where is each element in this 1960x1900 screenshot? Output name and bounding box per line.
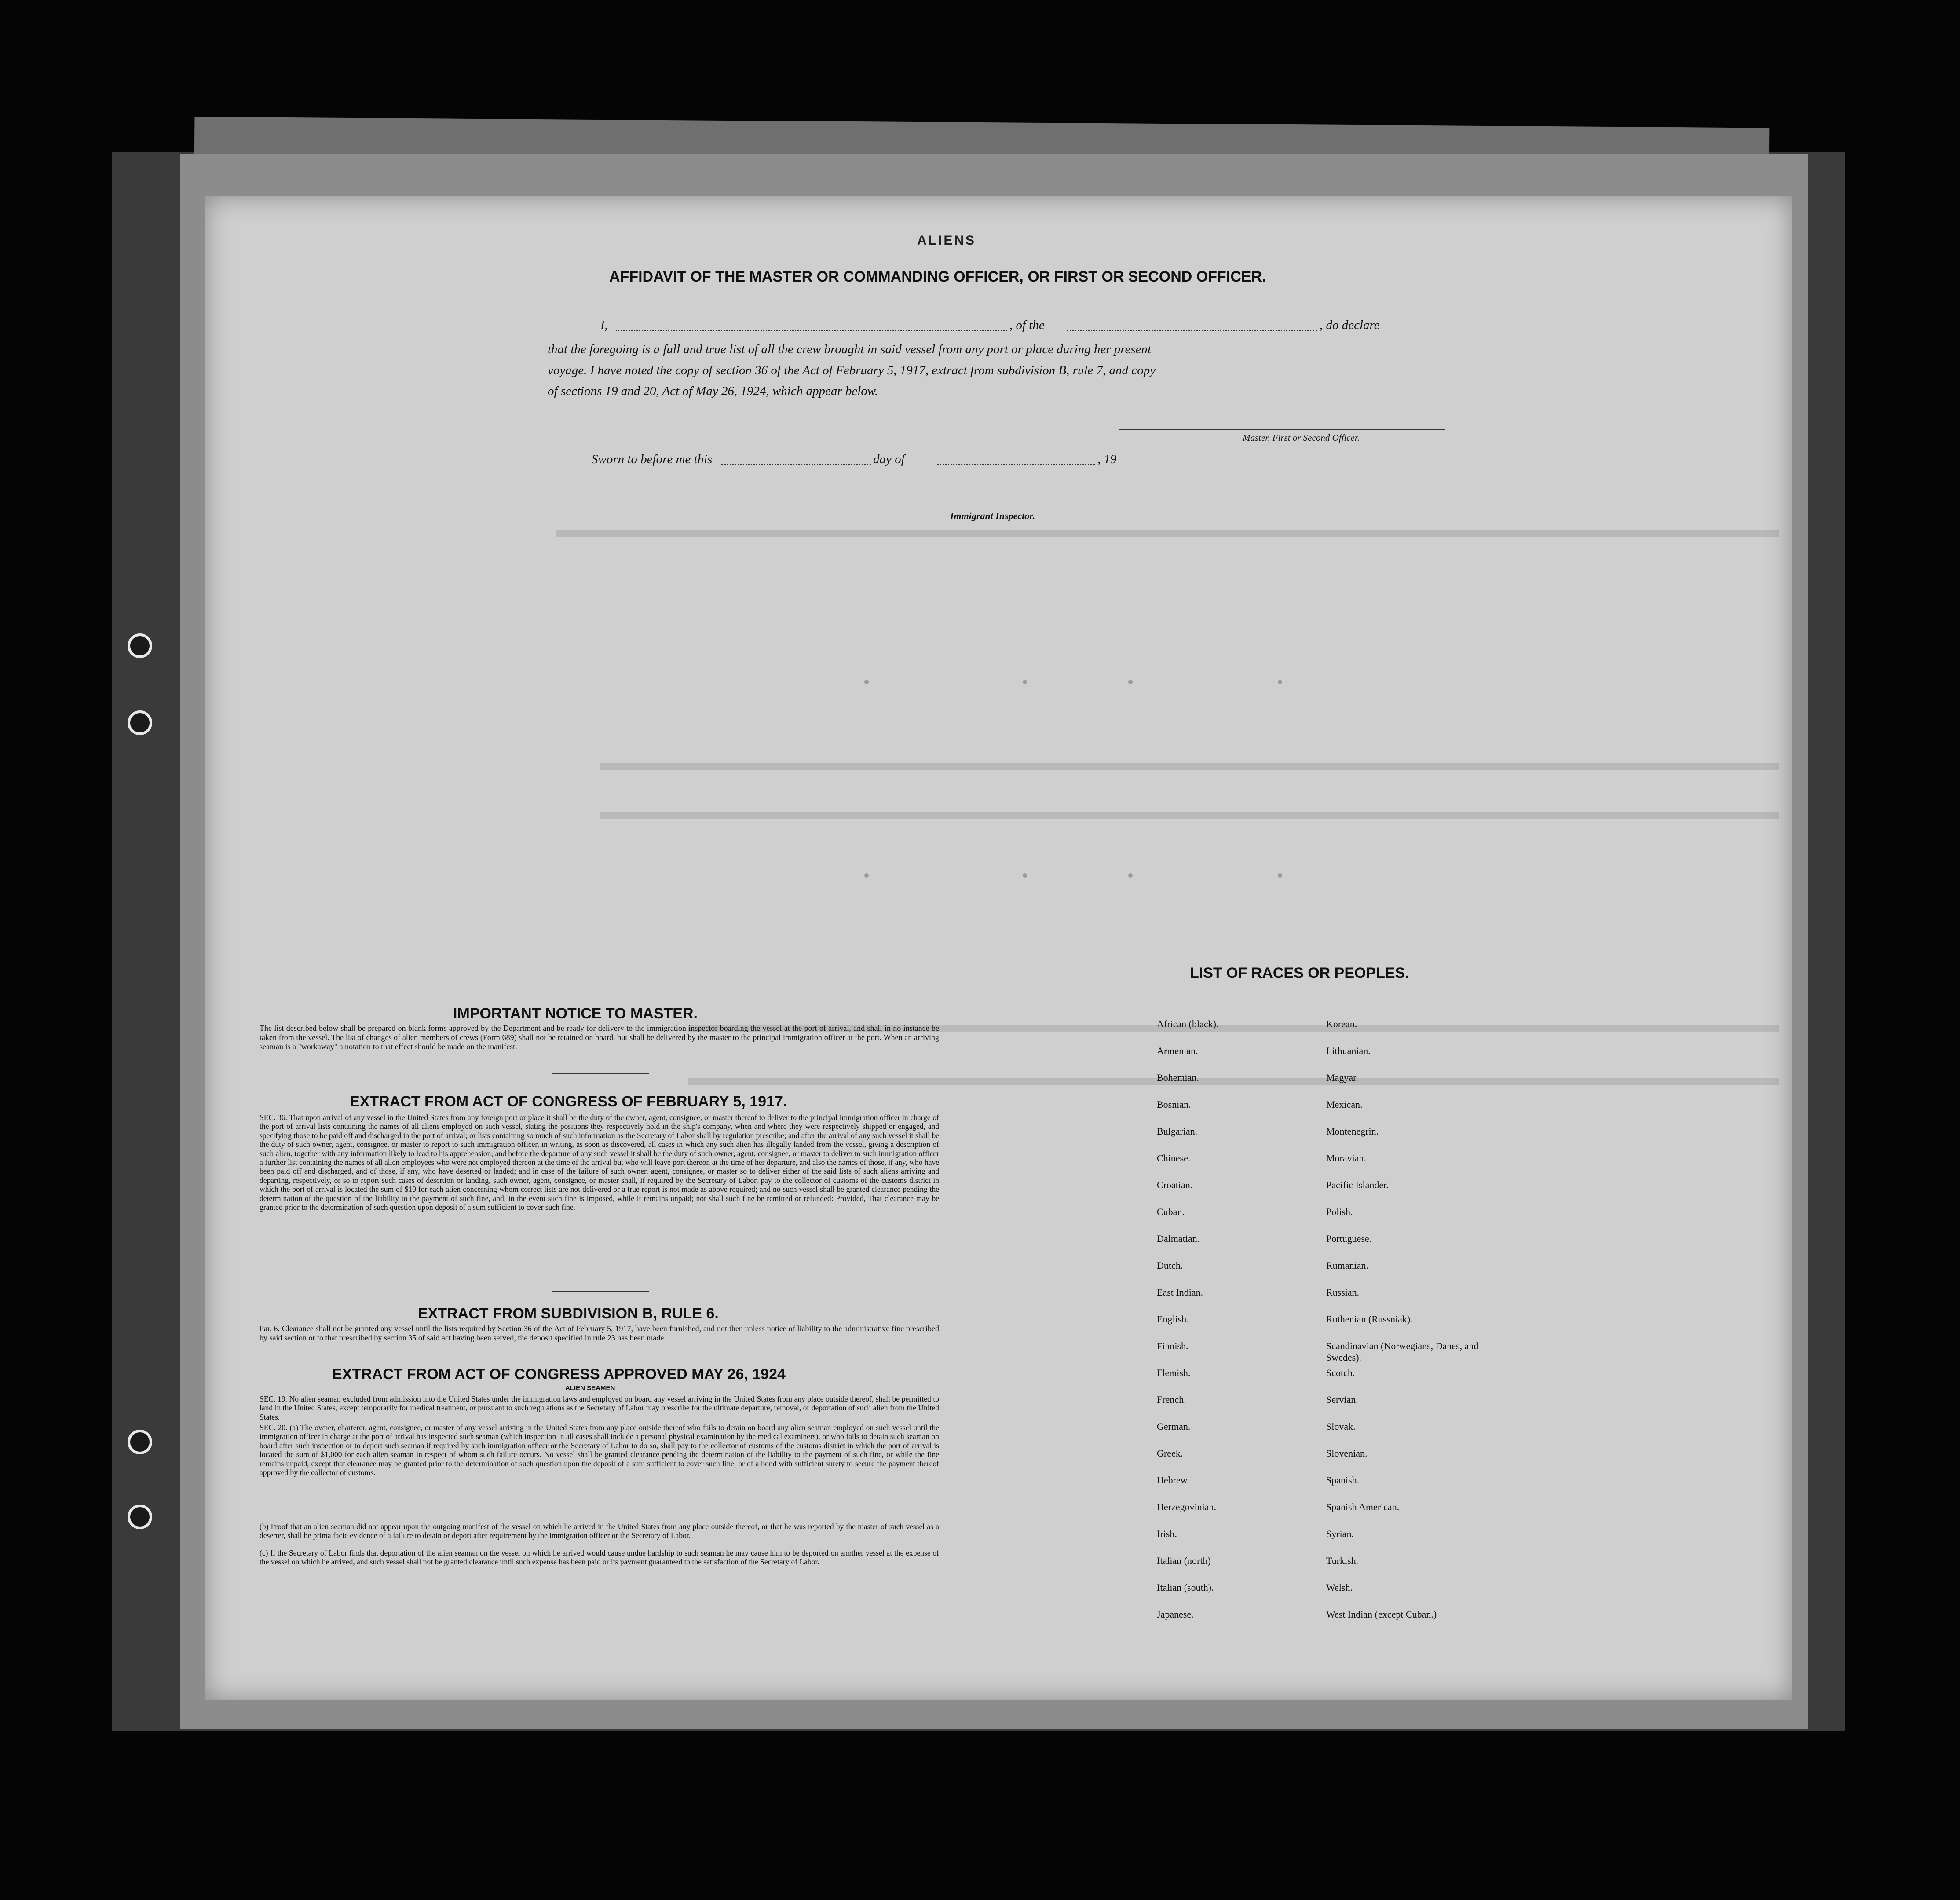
extract-1924-sec20a: SEC. 20. (a) The owner, charterer, agent, consignee, or master of any vessel arriving in the United States from any place outside thereof who fails to detain on board any alien seaman employed on such vessel until the immigration officer in charge at the port of arrival has inspected such seaman (which inspection in all cases shall include a personal physical examination by the medical examiners), or who fails to detain such seaman on board after such inspection or to deport such seaman if required by such immigration officer or the Secretary of Labor to do so, shall pay to the collector of customs of the customs district in which the port of arrival is located the sum of $1,000 for each alien seaman in respect of whom such failure occurs. No vessel shall be granted clearance pending the determination of the liability to the payment of such fine, or while the fine remains unpaid, except that clearance may be granted prior to the determination of such question upon the deposit of a sum sufficient to cover such fine, or of a bond with sufficient surety to secure the payment thereof approved by the collector of customs. bbox=[260, 1423, 939, 1477]
race-entry: Spanish. bbox=[1326, 1475, 1360, 1486]
race-entry: Chinese. bbox=[1157, 1153, 1191, 1164]
race-entry: Finnish. bbox=[1157, 1340, 1188, 1351]
race-entry: Montenegrin. bbox=[1326, 1126, 1379, 1137]
signature-label: Master, First or Second Officer. bbox=[1243, 432, 1360, 443]
race-entry: Greek. bbox=[1157, 1448, 1183, 1459]
bleed-through-mark bbox=[1128, 680, 1133, 684]
master-name-blank bbox=[616, 330, 1007, 331]
extract-rule6-body: Par. 6. Clearance shall not be granted any vessel until the lists required by Section 36 of the Act of February 5, 1917, have been furnished, and not then unless notice of liability to the administrative fine prescribed by said section or to that prescribed by section 35 of said act having been served, the deposit specified in rule 23 has been made. bbox=[260, 1324, 939, 1342]
aliens-stamp: ALIENS bbox=[917, 233, 976, 248]
race-entry: French. bbox=[1157, 1394, 1186, 1405]
binder-hole-left bbox=[128, 1505, 152, 1529]
race-entry: Japanese. bbox=[1157, 1609, 1194, 1620]
race-entry: West Indian (except Cuban.) bbox=[1326, 1609, 1437, 1620]
race-entry: Portuguese. bbox=[1326, 1233, 1372, 1244]
race-entry: Turkish. bbox=[1326, 1555, 1359, 1566]
race-entry: Italian (south). bbox=[1157, 1582, 1214, 1593]
race-entry: Irish. bbox=[1157, 1528, 1177, 1539]
extract-1917-body: SEC. 36. That upon arrival of any vessel in the United States from any foreign port or place it shall be the duty of the owner, agent, consignee, or master thereof to deliver to the principal immigration officer in charge of the port of arrival lists containing the names of all aliens employed on such vessel, stating the positions they respectively hold in the ship's company, when and where they were respectively shipped or engaged, and specifying those to be paid off and discharged in the port of arrival; or lists containing so much of such information as the Secretary of Labor shall by regulation prescribe; and after the arrival of any such vessel it shall be the duty of such owner, agent, consignee, or master to report to such immigration officer, in writing, as soon as discovered, all cases in which any such alien has illegally landed from the vessel, giving a description of such alien, together with any information likely to lead to his apprehension; and before the departure of any such vessel it shall be the duty of such owner, agent, consignee, or master to deliver to such immigration officer a further list containing the names of all alien employees who were not employed thereon at the time of the arrival but who will leave port thereon at the time of her departure, and also the names of those, if any, who have been paid off and discharged, and of those, if any, who have deserted or landed; and in case of the failure of such owner, agent, consignee, or master so to deliver either of the said lists of such aliens arriving and departing, respectively, or so to report such cases of desertion or landing, such owner, agent, consignee, or master shall, if required by the Secretary of Labor, pay to the collector of customs of the customs district in which the port of arrival is located the sum of $10 for each alien concerning whom correct lists are not delivered or a true report is not made as above required; and no such vessel shall be granted clearance pending the determination of the question of the liability to the payment of such fine, and, in the event such fine is imposed, while it remains unpaid; nor shall such fine be remitted or refunded: Provided, That clearance may be granted prior to the determination of such question upon deposit of a sum sufficient to cover such fine. bbox=[260, 1113, 939, 1212]
race-entry: Korean. bbox=[1326, 1018, 1357, 1029]
race-entry: Croatian. bbox=[1157, 1179, 1193, 1190]
race-entry: Moravian. bbox=[1326, 1153, 1367, 1164]
inspector-label: Immigrant Inspector. bbox=[950, 510, 1035, 521]
affidavit-of-the-label: , of the bbox=[1009, 318, 1045, 332]
extract-1924-sec19: SEC. 19. No alien seaman excluded from admission into the United States under the immigration laws and employed on board any vessel arriving in the United States from any place outside thereof, shall be permitted to land in the United States, except temporarily for medical treatment, or pursuant to such regulations as the Secretary of Labor may prescribe for the ultimate departure, removal, or deportation of such alien from the United States. bbox=[260, 1395, 939, 1421]
race-entry: Flemish. bbox=[1157, 1367, 1191, 1378]
race-entry: Pacific Islander. bbox=[1326, 1179, 1389, 1190]
race-entry: Cuban. bbox=[1157, 1206, 1185, 1217]
extract-1924-title: EXTRACT FROM ACT OF CONGRESS APPROVED MAY 26, 1924 bbox=[332, 1366, 786, 1383]
race-entry: Slovenian. bbox=[1326, 1448, 1368, 1459]
affidavit-i-label: I, bbox=[600, 318, 608, 332]
race-entry: Syrian. bbox=[1326, 1528, 1354, 1539]
sworn-year-label: , 19 bbox=[1097, 452, 1117, 466]
race-entry: Scotch. bbox=[1326, 1367, 1355, 1378]
race-entry: Scandinavian (Norwegians, Danes, and Swedes). bbox=[1326, 1340, 1479, 1363]
race-entry: Mexican. bbox=[1326, 1099, 1363, 1110]
race-entry: Welsh. bbox=[1326, 1582, 1353, 1593]
bleed-through-mark bbox=[1278, 680, 1282, 684]
bleed-through-mark bbox=[1128, 873, 1133, 878]
race-entry: Armenian. bbox=[1157, 1045, 1198, 1056]
affidavit-line-3: voyage. I have noted the copy of section 36 of the Act of February 5, 1917, extract from subdivision B, rule 7, and copy bbox=[548, 363, 1156, 377]
race-entry: Herzegovinian. bbox=[1157, 1501, 1216, 1512]
extract-1917-title: EXTRACT FROM ACT OF CONGRESS OF FEBRUARY 5, 1917. bbox=[350, 1093, 787, 1110]
bleed-through-row bbox=[600, 812, 1779, 819]
notice-body: The list described below shall be prepared on blank forms approved by the Department and be ready for delivery to the immigration inspector boarding the vessel at the port of arrival, and shall in no instance be taken from the vessel. The list of changes of alien members of crews (Form 689) shall not be retained on board, but shall be delivered by the master to the principal immigration officer at the port. When an arriving seaman is a "workaway" a notation to that effect should be made on the manifest. bbox=[260, 1024, 939, 1051]
binder-hole-left bbox=[128, 710, 152, 735]
binder-hole-left bbox=[128, 1430, 152, 1454]
race-entry: East Indian. bbox=[1157, 1287, 1203, 1298]
race-entry: Servian. bbox=[1326, 1394, 1358, 1405]
binder-hole-left bbox=[128, 633, 152, 658]
bleed-through-mark bbox=[864, 680, 869, 684]
section-divider bbox=[552, 1073, 649, 1074]
sworn-day-of-label: day of bbox=[873, 452, 905, 466]
race-entry: Slovak. bbox=[1326, 1421, 1356, 1432]
sworn-label: Sworn to before me this bbox=[592, 452, 713, 466]
race-entry: Hebrew. bbox=[1157, 1475, 1189, 1486]
bleed-through-row bbox=[600, 763, 1779, 770]
race-entry: Ruthenian (Russniak). bbox=[1326, 1314, 1413, 1325]
sworn-day-blank bbox=[721, 464, 871, 465]
extract-1924-subtitle: ALIEN SEAMEN bbox=[565, 1384, 615, 1392]
race-entry: English. bbox=[1157, 1314, 1189, 1325]
bleed-through-mark bbox=[1023, 680, 1027, 684]
vessel-name-blank bbox=[1067, 330, 1317, 331]
affidavit-declare-label: , do declare bbox=[1320, 318, 1380, 332]
document-sheet bbox=[205, 196, 1792, 1700]
race-entry: Italian (north) bbox=[1157, 1555, 1211, 1566]
bleed-through-mark bbox=[1023, 873, 1027, 878]
race-entry: Bohemian. bbox=[1157, 1072, 1199, 1083]
extract-1924-sec20c: (c) If the Secretary of Labor finds that deportation of the alien seaman on the vessel on which he arrived would cause undue hardship to such seaman he may cause him to be deported on another vessel at the expense of the vessel on which he arrived, and such vessel shall not be granted clearance until such expense has been paid or its payment guaranteed to the satisfaction of the Secretary of Labor. bbox=[260, 1549, 939, 1567]
affidavit-line-2: that the foregoing is a full and true list of all the crew brought in said vessel from any port or place during her present bbox=[548, 342, 1152, 356]
race-entry: Rumanian. bbox=[1326, 1260, 1368, 1271]
race-entry: Spanish American. bbox=[1326, 1501, 1400, 1512]
race-entry: Polish. bbox=[1326, 1206, 1353, 1217]
signature-line bbox=[1119, 429, 1445, 430]
race-entry: African (black). bbox=[1157, 1018, 1219, 1029]
extract-rule6-title: EXTRACT FROM SUBDIVISION B, RULE 6. bbox=[418, 1305, 719, 1322]
section-divider bbox=[552, 1291, 649, 1292]
sworn-month-blank bbox=[937, 464, 1095, 465]
race-entry: Magyar. bbox=[1326, 1072, 1358, 1083]
bleed-through-row bbox=[688, 1078, 1779, 1085]
races-title: LIST OF RACES OR PEOPLES. bbox=[1190, 965, 1409, 981]
affidavit-line-4: of sections 19 and 20, Act of May 26, 1924, which appear below. bbox=[548, 384, 878, 398]
races-column-2 bbox=[1326, 1018, 1493, 1636]
race-entry: Dalmatian. bbox=[1157, 1233, 1200, 1244]
race-entry: Russian. bbox=[1326, 1287, 1360, 1298]
races-column-1 bbox=[1157, 1018, 1218, 1636]
bleed-through-row bbox=[556, 530, 1779, 537]
affidavit-title: AFFIDAVIT OF THE MASTER OR COMMANDING OFFICER, OR FIRST OR SECOND OFFICER. bbox=[609, 268, 1266, 285]
notice-title: IMPORTANT NOTICE TO MASTER. bbox=[453, 1005, 698, 1022]
race-entry: German. bbox=[1157, 1421, 1191, 1432]
race-entry: Dutch. bbox=[1157, 1260, 1183, 1271]
race-entry: Bulgarian. bbox=[1157, 1126, 1198, 1137]
extract-1924-sec20b: (b) Proof that an alien seaman did not appear upon the outgoing manifest of the vessel on which he arrived in the United States from any place outside thereof, or that he was reported by the master of such vessel as a deserter, shall be prima facie evidence of a failure to detain or deport after requirement by the immigration officer or the Secretary of Labor. bbox=[260, 1522, 939, 1540]
race-entry: Lithuanian. bbox=[1326, 1045, 1371, 1056]
race-entry: Bosnian. bbox=[1157, 1099, 1191, 1110]
bleed-through-mark bbox=[864, 873, 869, 878]
bleed-through-mark bbox=[1278, 873, 1282, 878]
